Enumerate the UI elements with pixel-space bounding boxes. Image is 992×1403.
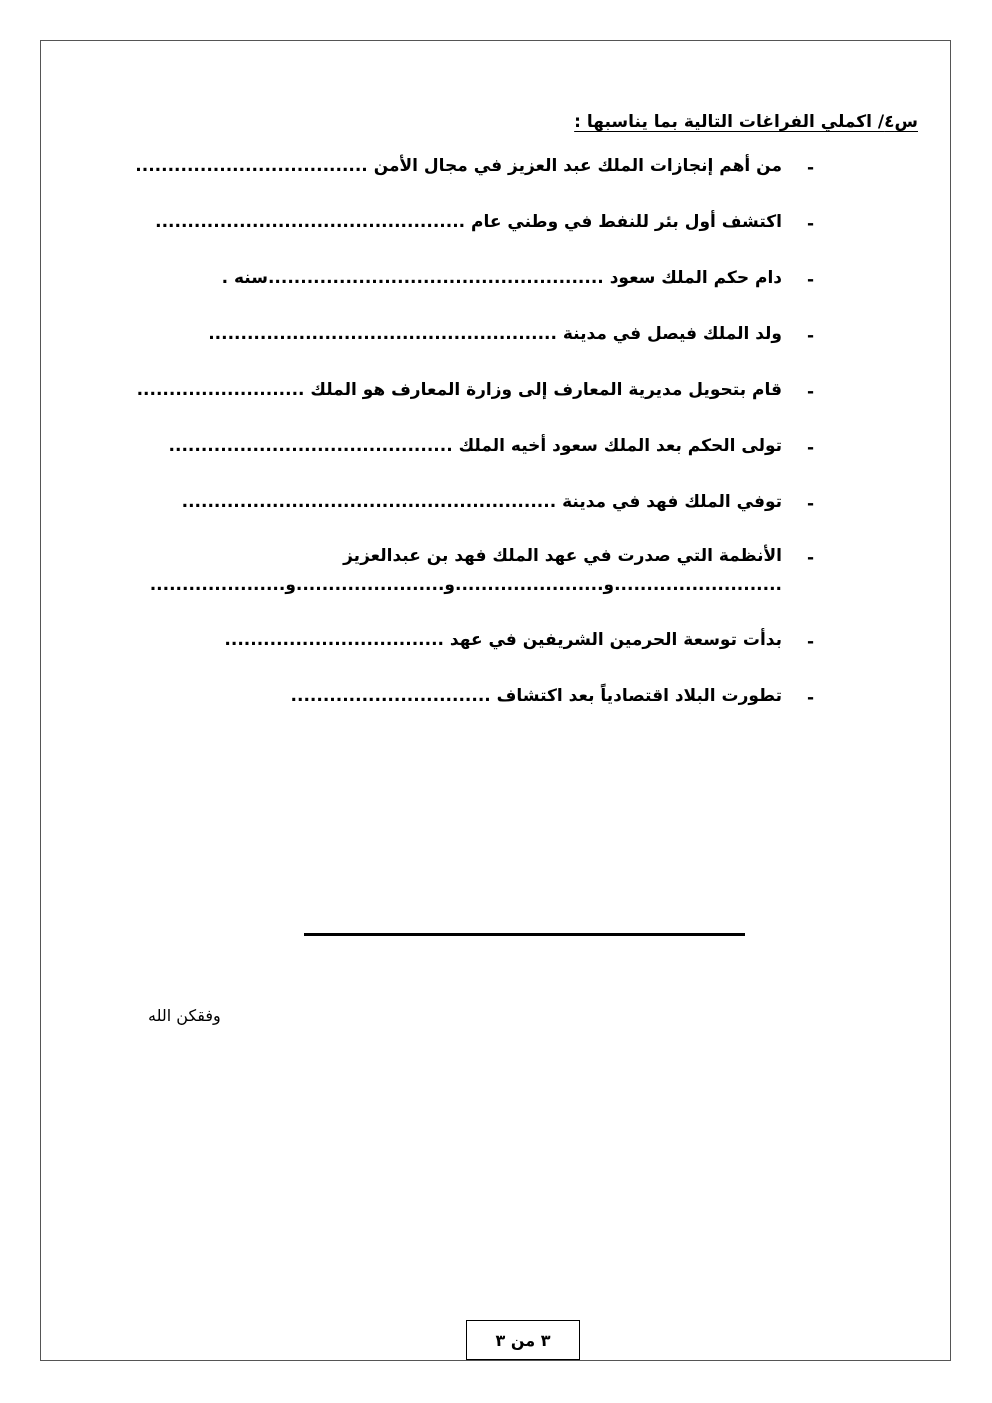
question-title: س٤/ اكملي الفراغات التالية بما يناسبها : xyxy=(574,112,918,132)
fill-blank-item-10: تطورت البلاد اقتصادياً بعد اكتشاف ............................... xyxy=(290,686,782,706)
closing-note: وفقكن الله xyxy=(148,1006,221,1025)
fill-blank-item-3: دام حكم الملك سعود ....................................................سنه . xyxy=(221,268,782,288)
fill-blank-item-6: تولى الحكم بعد الملك سعود أخيه الملك ............................................ xyxy=(168,436,782,456)
fill-blank-item-9: بدأت توسعة الحرمين الشريفين في عهد .................................. xyxy=(224,630,782,650)
fill-blank-item-4: ولد الملك فيصل في مدينة ...................................................... xyxy=(208,324,782,344)
bullet-10: - xyxy=(806,688,814,708)
fill-blank-item-2: اكتشف أول بئر للنفط في وطني عام ................................................ xyxy=(155,212,782,232)
fill-blank-item-5: قام بتحويل مديرية المعارف إلى وزارة المعارف هو الملك .......................... xyxy=(136,380,782,400)
bullet-3: - xyxy=(806,270,814,290)
page-number: ٣ من ٣ xyxy=(495,1330,551,1350)
bullet-4: - xyxy=(806,326,814,346)
bullet-2: - xyxy=(806,214,814,234)
fill-blank-item-8-continuation: ..........................و.......................و.......................و..................... xyxy=(149,575,782,595)
bullet-9: - xyxy=(806,632,814,652)
bullet-7: - xyxy=(806,494,814,514)
bullet-8: - xyxy=(806,548,814,568)
bullet-6: - xyxy=(806,438,814,458)
fill-blank-item-1: من أهم إنجازات الملك عبد العزيز في مجال الأمن .................................... xyxy=(135,156,782,176)
fill-blank-item-8: الأنظمة التي صدرت في عهد الملك فهد بن عبدالعزيز xyxy=(343,546,782,566)
fill-blank-item-7: توفي الملك فهد في مدينة .......................................................... xyxy=(181,492,782,512)
bullet-5: - xyxy=(806,382,814,402)
section-divider xyxy=(304,933,745,936)
bullet-1: - xyxy=(806,158,814,178)
page-number-box xyxy=(466,1320,580,1360)
